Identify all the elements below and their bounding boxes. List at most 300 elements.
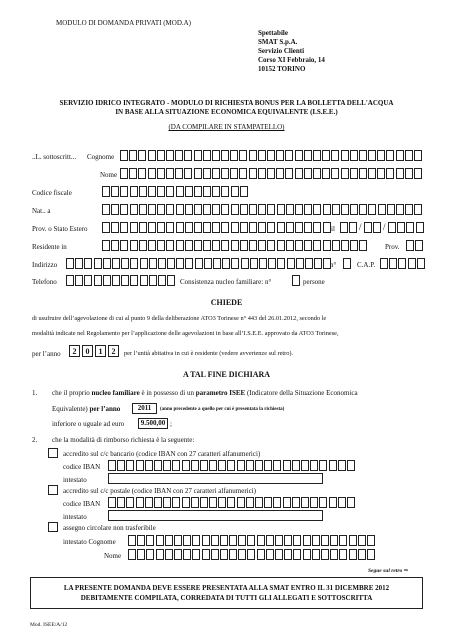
char-box[interactable]: [212, 204, 220, 215]
char-box[interactable]: [129, 150, 137, 161]
char-box[interactable]: [117, 497, 125, 508]
char-box[interactable]: [120, 186, 128, 197]
char-box[interactable]: [313, 204, 321, 215]
year-digit[interactable]: 0: [82, 345, 93, 357]
char-box[interactable]: [221, 222, 229, 233]
char-box[interactable]: [312, 549, 320, 560]
char-box[interactable]: [184, 168, 192, 179]
char-box[interactable]: [266, 535, 274, 546]
char-box[interactable]: [368, 168, 376, 179]
char-box[interactable]: [415, 240, 423, 251]
char-box[interactable]: [301, 460, 309, 471]
char-box[interactable]: [264, 497, 272, 508]
char-box[interactable]: [126, 460, 134, 471]
char-box[interactable]: [166, 186, 174, 197]
char-box[interactable]: [203, 168, 211, 179]
char-box[interactable]: [331, 168, 339, 179]
char-box[interactable]: [295, 150, 303, 161]
luogo-nascita-boxes[interactable]: [102, 204, 424, 215]
char-box[interactable]: [163, 497, 171, 508]
char-box[interactable]: [340, 222, 348, 233]
char-box[interactable]: [416, 222, 424, 233]
char-box[interactable]: [249, 204, 257, 215]
char-box[interactable]: [195, 258, 203, 269]
char-box[interactable]: [359, 168, 367, 179]
char-box[interactable]: [367, 535, 375, 546]
char-box[interactable]: [157, 240, 165, 251]
char-box[interactable]: [276, 150, 284, 161]
char-box[interactable]: [414, 168, 422, 179]
char-box[interactable]: [185, 222, 193, 233]
char-box[interactable]: [295, 240, 303, 251]
char-box[interactable]: [209, 497, 217, 508]
char-box[interactable]: [120, 168, 128, 179]
char-box[interactable]: [185, 204, 193, 215]
char-box[interactable]: [203, 186, 211, 197]
char-box[interactable]: [174, 549, 182, 560]
residente-boxes[interactable]: [102, 240, 368, 251]
char-box[interactable]: [249, 222, 257, 233]
char-box[interactable]: [301, 497, 309, 508]
char-box[interactable]: [332, 240, 340, 251]
char-box[interactable]: [231, 186, 239, 197]
char-box[interactable]: [406, 222, 414, 233]
char-box[interactable]: [172, 460, 180, 471]
char-box[interactable]: [212, 150, 220, 161]
char-box[interactable]: [310, 460, 318, 471]
char-box[interactable]: [380, 258, 388, 269]
prov-boxes[interactable]: [406, 240, 424, 251]
char-box[interactable]: [139, 222, 147, 233]
char-box[interactable]: [130, 186, 138, 197]
char-box[interactable]: [303, 535, 311, 546]
char-box[interactable]: [276, 168, 284, 179]
char-box[interactable]: [277, 258, 285, 269]
char-box[interactable]: [126, 497, 134, 508]
char-box[interactable]: [157, 186, 165, 197]
char-box[interactable]: [387, 204, 395, 215]
char-box[interactable]: [111, 222, 119, 233]
char-box[interactable]: [220, 535, 228, 546]
char-box[interactable]: [240, 240, 248, 251]
char-box[interactable]: [221, 186, 229, 197]
bank-account-checkbox[interactable]: [48, 448, 58, 458]
char-box[interactable]: [121, 275, 129, 286]
char-box[interactable]: [200, 497, 208, 508]
char-box[interactable]: [154, 497, 162, 508]
char-box[interactable]: [212, 168, 220, 179]
char-box[interactable]: [286, 204, 294, 215]
char-box[interactable]: [111, 240, 119, 251]
char-box[interactable]: [130, 275, 138, 286]
char-box[interactable]: [329, 460, 337, 471]
char-box[interactable]: [194, 204, 202, 215]
char-box[interactable]: [172, 497, 180, 508]
char-box[interactable]: [84, 275, 92, 286]
char-box[interactable]: [258, 150, 266, 161]
char-box[interactable]: [231, 204, 239, 215]
char-box[interactable]: [182, 497, 190, 508]
char-box[interactable]: [156, 535, 164, 546]
nome-boxes[interactable]: [120, 168, 423, 179]
char-box[interactable]: [349, 549, 357, 560]
char-box[interactable]: [312, 535, 320, 546]
char-box[interactable]: [339, 535, 347, 546]
char-box[interactable]: [148, 150, 156, 161]
char-box[interactable]: [176, 204, 184, 215]
char-box[interactable]: [267, 150, 275, 161]
char-box[interactable]: [111, 204, 119, 215]
char-box[interactable]: [230, 168, 238, 179]
char-box[interactable]: [75, 258, 83, 269]
char-box[interactable]: [368, 204, 376, 215]
char-box[interactable]: [347, 460, 355, 471]
char-box[interactable]: [341, 240, 349, 251]
char-box[interactable]: [103, 258, 111, 269]
char-box[interactable]: [247, 549, 255, 560]
char-box[interactable]: [140, 258, 148, 269]
char-box[interactable]: [194, 222, 202, 233]
char-box[interactable]: [120, 222, 128, 233]
char-box[interactable]: [231, 222, 239, 233]
char-box[interactable]: [158, 258, 166, 269]
char-box[interactable]: [146, 535, 154, 546]
char-box[interactable]: [295, 204, 303, 215]
char-box[interactable]: [277, 222, 285, 233]
char-box[interactable]: [377, 168, 385, 179]
char-box[interactable]: [146, 549, 154, 560]
char-box[interactable]: [176, 240, 184, 251]
char-box[interactable]: [194, 150, 202, 161]
cap-boxes[interactable]: [380, 258, 426, 269]
char-box[interactable]: [250, 258, 258, 269]
char-box[interactable]: [157, 150, 165, 161]
char-box[interactable]: [259, 258, 267, 269]
intestato-field[interactable]: [108, 473, 323, 484]
char-box[interactable]: [249, 240, 257, 251]
char-box[interactable]: [266, 549, 274, 560]
char-box[interactable]: [349, 535, 357, 546]
char-box[interactable]: [157, 168, 165, 179]
char-box[interactable]: [145, 460, 153, 471]
cognome-boxes[interactable]: [120, 150, 423, 161]
char-box[interactable]: [396, 168, 404, 179]
char-box[interactable]: [295, 222, 303, 233]
char-box[interactable]: [350, 240, 358, 251]
char-box[interactable]: [417, 258, 425, 269]
data-nascita-anno[interactable]: [388, 222, 425, 233]
char-box[interactable]: [191, 460, 199, 471]
char-box[interactable]: [257, 535, 265, 546]
char-box[interactable]: [283, 497, 291, 508]
char-box[interactable]: [398, 258, 406, 269]
char-box[interactable]: [139, 240, 147, 251]
char-box[interactable]: [238, 535, 246, 546]
char-box[interactable]: [331, 150, 339, 161]
char-box[interactable]: [321, 549, 329, 560]
char-box[interactable]: [292, 497, 300, 508]
numero-boxes[interactable]: [343, 258, 352, 269]
char-box[interactable]: [175, 150, 183, 161]
char-box[interactable]: [163, 460, 171, 471]
char-box[interactable]: [221, 150, 229, 161]
char-box[interactable]: [273, 497, 281, 508]
char-box[interactable]: [84, 258, 92, 269]
char-box[interactable]: [287, 258, 295, 269]
char-box[interactable]: [165, 549, 173, 560]
char-box[interactable]: [275, 549, 283, 560]
char-box[interactable]: [213, 258, 221, 269]
char-box[interactable]: [120, 150, 128, 161]
char-box[interactable]: [103, 275, 111, 286]
char-box[interactable]: [273, 460, 281, 471]
char-box[interactable]: [343, 258, 351, 269]
char-box[interactable]: [239, 150, 247, 161]
char-box[interactable]: [322, 168, 330, 179]
char-box[interactable]: [157, 204, 165, 215]
char-box[interactable]: [268, 258, 276, 269]
char-box[interactable]: [350, 168, 358, 179]
data-nascita-mese[interactable]: [364, 222, 382, 233]
char-box[interactable]: [121, 258, 129, 269]
char-box[interactable]: [218, 460, 226, 471]
char-box[interactable]: [203, 150, 211, 161]
char-box[interactable]: [267, 204, 275, 215]
char-box[interactable]: [94, 258, 102, 269]
char-box[interactable]: [408, 258, 416, 269]
char-box[interactable]: [368, 150, 376, 161]
year-digit[interactable]: 1: [95, 345, 106, 357]
char-box[interactable]: [148, 204, 156, 215]
char-box[interactable]: [246, 497, 254, 508]
char-box[interactable]: [358, 535, 366, 546]
char-box[interactable]: [203, 240, 211, 251]
char-box[interactable]: [149, 258, 157, 269]
char-box[interactable]: [240, 186, 248, 197]
char-box[interactable]: [237, 497, 245, 508]
char-box[interactable]: [102, 186, 110, 197]
char-box[interactable]: [75, 275, 83, 286]
char-box[interactable]: [221, 240, 229, 251]
char-box[interactable]: [319, 460, 327, 471]
char-box[interactable]: [406, 240, 414, 251]
char-box[interactable]: [209, 460, 217, 471]
char-box[interactable]: [230, 150, 238, 161]
char-box[interactable]: [240, 204, 248, 215]
char-box[interactable]: [218, 497, 226, 508]
isee-amount-value[interactable]: 9.500,00: [138, 418, 168, 429]
char-box[interactable]: [130, 258, 138, 269]
char-box[interactable]: [166, 240, 174, 251]
char-box[interactable]: [267, 240, 275, 251]
char-box[interactable]: [184, 150, 192, 161]
year-digit[interactable]: 2: [108, 345, 119, 357]
char-box[interactable]: [338, 497, 346, 508]
char-box[interactable]: [264, 460, 272, 471]
char-box[interactable]: [313, 240, 321, 251]
prov-stato-boxes[interactable]: [102, 222, 332, 233]
char-box[interactable]: [221, 204, 229, 215]
char-box[interactable]: [323, 204, 331, 215]
char-box[interactable]: [138, 168, 146, 179]
char-box[interactable]: [157, 222, 165, 233]
char-box[interactable]: [349, 222, 357, 233]
char-box[interactable]: [183, 535, 191, 546]
char-box[interactable]: [149, 275, 157, 286]
char-box[interactable]: [194, 186, 202, 197]
char-box[interactable]: [240, 222, 248, 233]
char-box[interactable]: [286, 240, 294, 251]
char-box[interactable]: [130, 222, 138, 233]
char-box[interactable]: [211, 535, 219, 546]
char-box[interactable]: [292, 460, 300, 471]
char-box[interactable]: [247, 535, 255, 546]
char-box[interactable]: [359, 150, 367, 161]
cheque-checkbox[interactable]: [48, 522, 58, 532]
char-box[interactable]: [255, 460, 263, 471]
char-box[interactable]: [310, 497, 318, 508]
char-box[interactable]: [359, 240, 367, 251]
char-box[interactable]: [192, 535, 200, 546]
char-box[interactable]: [322, 150, 330, 161]
char-box[interactable]: [166, 222, 174, 233]
char-box[interactable]: [414, 150, 422, 161]
char-box[interactable]: [373, 222, 381, 233]
char-box[interactable]: [341, 168, 349, 179]
char-box[interactable]: [194, 240, 202, 251]
char-box[interactable]: [137, 535, 145, 546]
char-box[interactable]: [166, 204, 174, 215]
char-box[interactable]: [257, 549, 265, 560]
char-box[interactable]: [108, 497, 116, 508]
char-box[interactable]: [156, 549, 164, 560]
char-box[interactable]: [303, 549, 311, 560]
char-box[interactable]: [246, 460, 254, 471]
char-box[interactable]: [405, 150, 413, 161]
char-box[interactable]: [212, 240, 220, 251]
char-box[interactable]: [350, 204, 358, 215]
char-box[interactable]: [258, 222, 266, 233]
char-box[interactable]: [296, 258, 304, 269]
char-box[interactable]: [286, 222, 294, 233]
char-box[interactable]: [108, 460, 116, 471]
char-box[interactable]: [227, 460, 235, 471]
char-box[interactable]: [319, 497, 327, 508]
char-box[interactable]: [293, 535, 301, 546]
char-box[interactable]: [140, 275, 148, 286]
char-box[interactable]: [212, 222, 220, 233]
char-box[interactable]: [313, 168, 321, 179]
char-box[interactable]: [313, 222, 321, 233]
char-box[interactable]: [166, 150, 174, 161]
telefono-boxes[interactable]: [66, 275, 176, 286]
char-box[interactable]: [241, 258, 249, 269]
char-box[interactable]: [386, 150, 394, 161]
char-box[interactable]: [94, 275, 102, 286]
char-box[interactable]: [358, 549, 366, 560]
char-box[interactable]: [222, 258, 230, 269]
char-box[interactable]: [102, 240, 110, 251]
char-box[interactable]: [174, 535, 182, 546]
char-box[interactable]: [249, 168, 257, 179]
char-box[interactable]: [136, 460, 144, 471]
indirizzo-boxes[interactable]: [66, 258, 332, 269]
char-box[interactable]: [176, 258, 184, 269]
char-box[interactable]: [176, 222, 184, 233]
char-box[interactable]: [285, 150, 293, 161]
char-box[interactable]: [255, 497, 263, 508]
char-box[interactable]: [277, 204, 285, 215]
char-box[interactable]: [405, 168, 413, 179]
char-box[interactable]: [229, 549, 237, 560]
char-box[interactable]: [295, 168, 303, 179]
nucleo-boxes[interactable]: [292, 275, 301, 286]
char-box[interactable]: [139, 204, 147, 215]
intestato-nome-boxes[interactable]: [128, 549, 376, 560]
char-box[interactable]: [117, 460, 125, 471]
char-box[interactable]: [378, 204, 386, 215]
char-box[interactable]: [239, 168, 247, 179]
year-digit[interactable]: 2: [69, 345, 80, 357]
char-box[interactable]: [388, 222, 396, 233]
char-box[interactable]: [203, 222, 211, 233]
char-box[interactable]: [332, 204, 340, 215]
char-box[interactable]: [231, 258, 239, 269]
char-box[interactable]: [212, 186, 220, 197]
char-box[interactable]: [249, 150, 257, 161]
char-box[interactable]: [176, 186, 184, 197]
data-nascita-giorno[interactable]: [340, 222, 358, 233]
char-box[interactable]: [341, 204, 349, 215]
char-box[interactable]: [364, 222, 372, 233]
char-box[interactable]: [339, 549, 347, 560]
char-box[interactable]: [139, 186, 147, 197]
char-box[interactable]: [293, 549, 301, 560]
char-box[interactable]: [275, 535, 283, 546]
char-box[interactable]: [112, 275, 120, 286]
char-box[interactable]: [148, 222, 156, 233]
char-box[interactable]: [128, 549, 136, 560]
char-box[interactable]: [389, 258, 397, 269]
char-box[interactable]: [329, 497, 337, 508]
char-box[interactable]: [304, 222, 312, 233]
char-box[interactable]: [130, 204, 138, 215]
char-box[interactable]: [330, 549, 338, 560]
char-box[interactable]: [136, 497, 144, 508]
char-box[interactable]: [238, 549, 246, 560]
intestato-cognome-boxes[interactable]: [128, 535, 376, 546]
char-box[interactable]: [112, 258, 120, 269]
char-box[interactable]: [185, 186, 193, 197]
char-box[interactable]: [304, 168, 312, 179]
char-box[interactable]: [314, 258, 322, 269]
char-box[interactable]: [267, 222, 275, 233]
char-box[interactable]: [194, 168, 202, 179]
char-box[interactable]: [130, 240, 138, 251]
char-box[interactable]: [167, 258, 175, 269]
char-box[interactable]: [258, 240, 266, 251]
char-box[interactable]: [183, 549, 191, 560]
char-box[interactable]: [191, 497, 199, 508]
char-box[interactable]: [202, 549, 210, 560]
char-box[interactable]: [330, 535, 338, 546]
char-box[interactable]: [66, 275, 74, 286]
char-box[interactable]: [102, 204, 110, 215]
char-box[interactable]: [192, 549, 200, 560]
char-box[interactable]: [227, 497, 235, 508]
isee-year-value[interactable]: 2011: [132, 403, 157, 414]
char-box[interactable]: [350, 150, 358, 161]
